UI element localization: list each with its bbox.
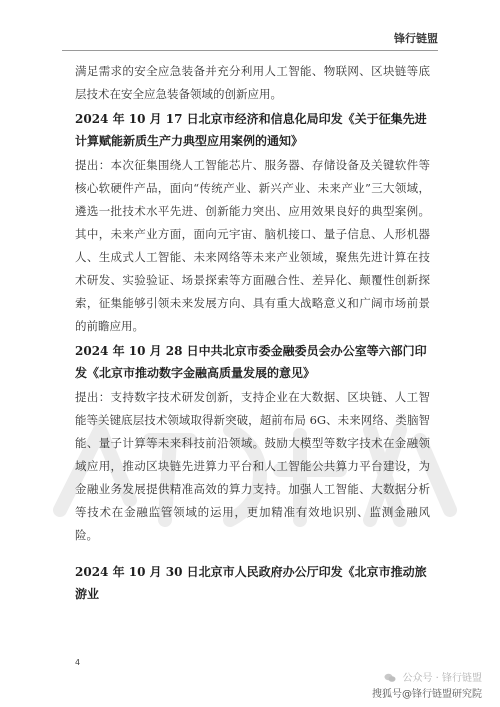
footer-official-account bbox=[372, 672, 482, 686]
heading-oct28: 2024 年 10 月 28 日中共北京市委金融委员会办公室等六部门印发《北京市推动数字金融高质量发展的意见》 bbox=[75, 344, 427, 380]
paragraph-intro: 满足需求的安全应急装备并充分利用人工智能、物联网、区块链等底层技术在安全应急装备领域的创新应用。 bbox=[75, 64, 430, 101]
document-body bbox=[75, 60, 430, 605]
page-number: 4 bbox=[75, 658, 81, 667]
footer-watermark bbox=[372, 672, 482, 702]
heading-oct30: 2024 年 10 月 30 日北京市人民政府办公厅印发《北京市推动旅游业 bbox=[75, 565, 427, 601]
heading-oct17: 2024 年 10 月 17 日北京市经济和信息化局印发《关于征集先进计算赋能新质生产力典型应用案例的通知》 bbox=[75, 112, 427, 148]
header-brand: 锋行链盟 bbox=[394, 32, 438, 45]
footer-line2: 搜狐号@锋行链盟研究院 bbox=[372, 689, 482, 700]
paragraph-oct17: 提出：本次征集围绕人工智能芯片、服务器、存储设备及关键软件等核心软硬件产品，面向“传统产业、新兴产业、未来产业”三大领域，遴选一批技术水平先进、创新能力突出、应用效果良好的典型案例。其中，未来产业方面，面向元宇宙、脑机接口、量子信息、人形机器人、生成式人工智能、未来网络等未来产业领域，聚焦先进计算在技术研发、实验验证、场景探索等方面融合性、差异化、颠覆性创新探索，征集能够引领未来发展方向、具有重大战略意义和广阔市场前景的前瞻应用。 bbox=[75, 158, 430, 333]
page-header bbox=[62, 22, 438, 51]
footer-line1: 公众号 · 锋行链盟 bbox=[402, 673, 482, 684]
paragraph-oct28: 提出：支持数字技术研发创新，支持企业在大数据、区块链、人工智能等关键底层技术领域取得新突破，超前布局 6G、未来网络、类脑智能、量子计算等未来科技前沿领域。鼓励大模型等数字技术在金融领域应用，推动区块链先进算力平台和人工智能公共算力平台建设，为金融业务发展提供精准高效的算力支持。加强人工智能、大数据分析等技术在金融监管领域的运用，更加精准有效地识别、监测金融风险。 bbox=[75, 390, 430, 542]
wechat-icon bbox=[384, 673, 396, 683]
